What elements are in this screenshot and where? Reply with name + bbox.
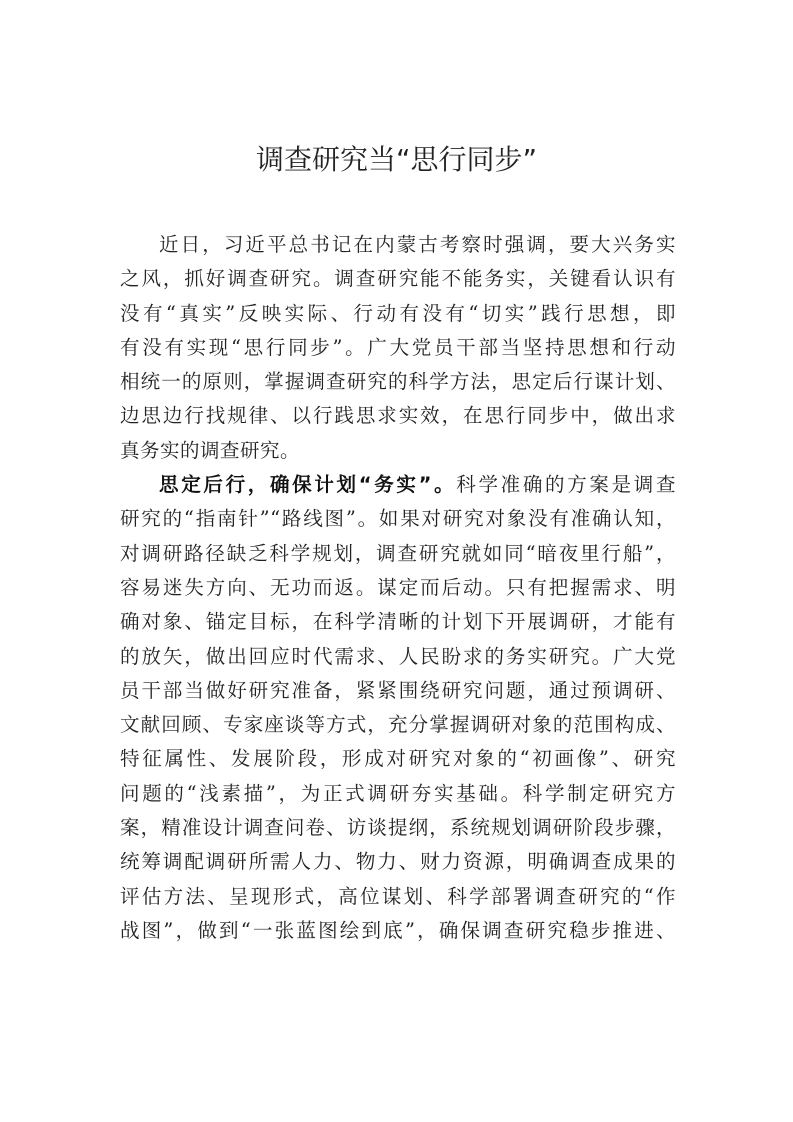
paragraph-section-1 [120, 468, 676, 948]
text-line: 有没有实现“思行同步”。广大党员干部当坚持思想和行动 [120, 335, 676, 359]
text-line: 真务实的调查研究。 [120, 438, 301, 462]
text-line: 近日，习近平总书记在内蒙古考察时强调，要大兴务实 [159, 233, 676, 256]
text-fragment: 科学准确的方案是调查 [456, 473, 676, 497]
text-line: 之风，抓好调查研究。调查研究能不能务实，关键看认识有 [120, 267, 676, 291]
text-line: 确对象、锚定目标，在科学清晰的计划下开展调研，才能有 [120, 610, 676, 634]
text-line: 战图”，做到“一张蓝图绘到底”，确保调查研究稳步推进、 [120, 918, 676, 942]
text-line: 边思边行找规律、以行践思求实效，在思行同步中，做出求 [120, 404, 676, 428]
text-line: 案，精准设计调查问卷、访谈提纲，系统规划调研阶段步骤， [120, 816, 676, 840]
paragraph-intro [120, 228, 676, 468]
text-line: 文献回顾、专家座谈等方式，充分掌握调研对象的范围构成、 [120, 713, 676, 737]
text-line: 特征属性、发展阶段，形成对研究对象的“初画像”、研究 [120, 747, 676, 771]
text-line: 统筹调配调研所需人力、物力、财力资源，明确调查成果的 [120, 850, 676, 874]
document-body [120, 228, 676, 948]
text-line: 评估方法、呈现形式，高位谋划、科学部署调查研究的“作 [120, 884, 676, 908]
text-line: 没有“真实”反映实际、行动有没有“切实”践行思想，即 [120, 301, 676, 325]
text-line: 相统一的原则，掌握调查研究的科学方法，思定后行谋计划、 [120, 370, 676, 394]
text-line: 员干部当做好研究准备，紧紧围绕研究问题，通过预调研、 [120, 678, 676, 702]
document-title: 调查研究当“思行同步” [255, 143, 537, 176]
text-line: 容易迷失方向、无功而返。谋定而后动。只有把握需求、明 [120, 575, 676, 599]
text-line: 对调研路径缺乏科学规划，调查研究就如同“暗夜里行船”， [120, 541, 676, 565]
section-heading: 思定后行，确保计划“务实”。 [159, 473, 457, 497]
text-line [120, 468, 676, 502]
text-line: 的放矢，做出回应时代需求、人民盼求的务实研究。广大党 [120, 644, 676, 668]
text-line: 问题的“浅素描”，为正式调研夯实基础。科学制定研究方 [120, 781, 676, 805]
text-line: 研究的“指南针”“路线图”。如果对研究对象没有准确认知， [120, 507, 676, 531]
